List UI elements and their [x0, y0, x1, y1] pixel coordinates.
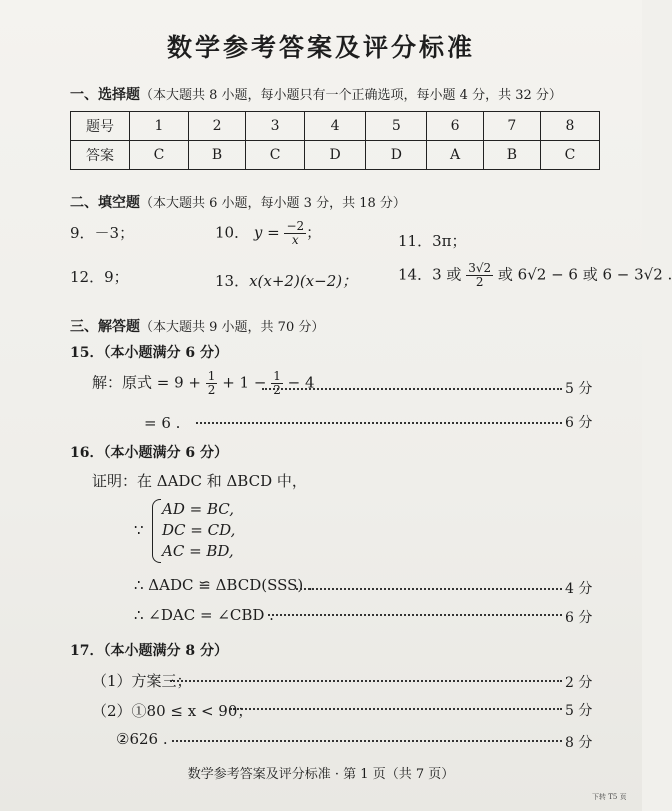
score-label: 6 分: [565, 415, 593, 431]
fill-answer-14-rest: 或 6√2 − 6 或 6 − 3√2 .: [497, 265, 672, 284]
q16-intro: 证明：在 ΔADC 和 ΔBCD 中，: [92, 472, 307, 490]
table-cell: A: [427, 141, 483, 170]
table-cell: C: [130, 141, 189, 170]
fill-answer-10: [215, 220, 321, 247]
section1-heading: 一、选择题: [70, 87, 140, 103]
section2-heading: 二、填空题: [70, 195, 140, 211]
fraction: [271, 370, 283, 397]
q15-line1-end: − 4: [287, 373, 315, 392]
table-cell: B: [188, 141, 245, 170]
q15-line1-middle: + 1 −: [222, 373, 267, 392]
dotted-leader: [170, 680, 562, 682]
table-cell: 3: [246, 112, 305, 141]
score-label: 4 分: [565, 581, 593, 597]
fill-answer-12: 12．9；: [70, 268, 129, 286]
q15-line1-start: 解：原式 = 9 +: [92, 373, 201, 392]
q16-heading: 16．（本小题满分 6 分）: [70, 445, 228, 461]
table-cell: D: [366, 141, 427, 170]
corner-note: 下转 T5 页: [592, 793, 627, 801]
row-label-number: 题号: [71, 112, 130, 141]
dotted-leader: [296, 588, 562, 590]
fraction-numerator: 1: [273, 369, 281, 383]
fill-answer-9: 9．－3；: [70, 224, 135, 242]
table-cell: 1: [130, 112, 189, 141]
table-cell: D: [305, 141, 366, 170]
dotted-leader: [262, 388, 562, 390]
page-footer: 数学参考答案及评分标准 · 第 1 页（共 7 页）: [187, 767, 455, 782]
dotted-leader: [230, 708, 562, 710]
q16-condition-3: AC = BD,: [162, 542, 234, 560]
score-label: 6 分: [565, 610, 593, 626]
q16-step-1: ∴ ΔADC ≌ ΔBCD(SSS) .: [134, 576, 313, 594]
fill-answer-11: 11．3π；: [398, 232, 467, 250]
table-cell: C: [246, 141, 305, 170]
fill-answer-13-label: 13．: [215, 272, 250, 290]
fraction: [284, 220, 306, 247]
score-label: 2 分: [565, 675, 593, 691]
table-cell: 2: [188, 112, 245, 141]
q17-part-3: ②626 .: [116, 730, 168, 748]
table-cell: 8: [540, 112, 599, 141]
section2-heading-line: [70, 192, 406, 212]
table-cell: 7: [483, 112, 540, 141]
score-label: 8 分: [565, 735, 593, 751]
score-label: 5 分: [565, 703, 593, 719]
section3-note: （本大题共 9 小题，共 70 分）: [140, 320, 325, 335]
table-row-numbers: [71, 112, 600, 141]
q16-step-2: ∴ ∠DAC = ∠CBD .: [134, 606, 274, 624]
q17-heading: 17．（本小题满分 8 分）: [70, 643, 228, 659]
q17-part-2: （2）①80 ≤ x < 90；: [92, 702, 253, 720]
table-cell: C: [540, 141, 599, 170]
q15-line2: = 6 .: [144, 414, 181, 432]
q17-part-1: （1）方案三；: [92, 672, 192, 690]
section3-heading-line: [70, 316, 324, 336]
section2-note: （本大题共 6 小题，每小题 3 分，共 18 分）: [140, 196, 406, 211]
fraction: [466, 262, 493, 289]
table-cell: 4: [305, 112, 366, 141]
fraction: [206, 370, 218, 397]
table-cell: B: [483, 141, 540, 170]
fill-answer-10-end: ；: [306, 223, 322, 242]
q15-heading: 15．（本小题满分 6 分）: [70, 345, 228, 361]
fraction-denominator: 2: [475, 275, 484, 289]
row-label-answer: 答案: [71, 141, 130, 170]
fill-answer-13-expr: x(x+2)(x−2)；: [249, 272, 358, 290]
page-title: 数学参考答案及评分标准: [166, 33, 475, 62]
dotted-leader: [196, 422, 562, 424]
because-symbol: ∵: [134, 521, 144, 539]
q16-condition-1: AD = BC,: [162, 500, 234, 518]
fraction-denominator: 2: [207, 383, 216, 397]
table-row-answers: [71, 141, 600, 170]
fill-answer-14: [398, 262, 672, 289]
fraction-numerator: 3√2: [468, 261, 492, 275]
fraction-denominator: 2: [273, 383, 281, 397]
section3-heading: 三、解答题: [70, 319, 140, 335]
dotted-leader: [172, 740, 562, 742]
choice-answer-table: [70, 111, 600, 170]
fraction-denominator: x: [291, 233, 299, 247]
section1-note: （本大题共 8 小题，每小题只有一个正确选项，每小题 4 分，共 32 分）: [140, 88, 562, 103]
dotted-leader: [268, 614, 562, 616]
section1-heading-line: [70, 84, 562, 104]
fill-answer-13: [215, 270, 357, 291]
left-brace: [152, 499, 161, 563]
fraction-numerator: 1: [207, 369, 216, 383]
q15-line1: [92, 370, 315, 397]
table-cell: 6: [427, 112, 483, 141]
fraction-numerator: −2: [286, 219, 305, 233]
fill-answer-14-label: 14．3 或: [398, 265, 462, 284]
q16-condition-2: DC = CD,: [162, 521, 236, 539]
fill-answer-10-lhs: y =: [253, 223, 280, 242]
score-label: 5 分: [565, 381, 593, 397]
table-cell: 5: [366, 112, 427, 141]
fill-answer-10-label: 10．: [215, 223, 250, 242]
